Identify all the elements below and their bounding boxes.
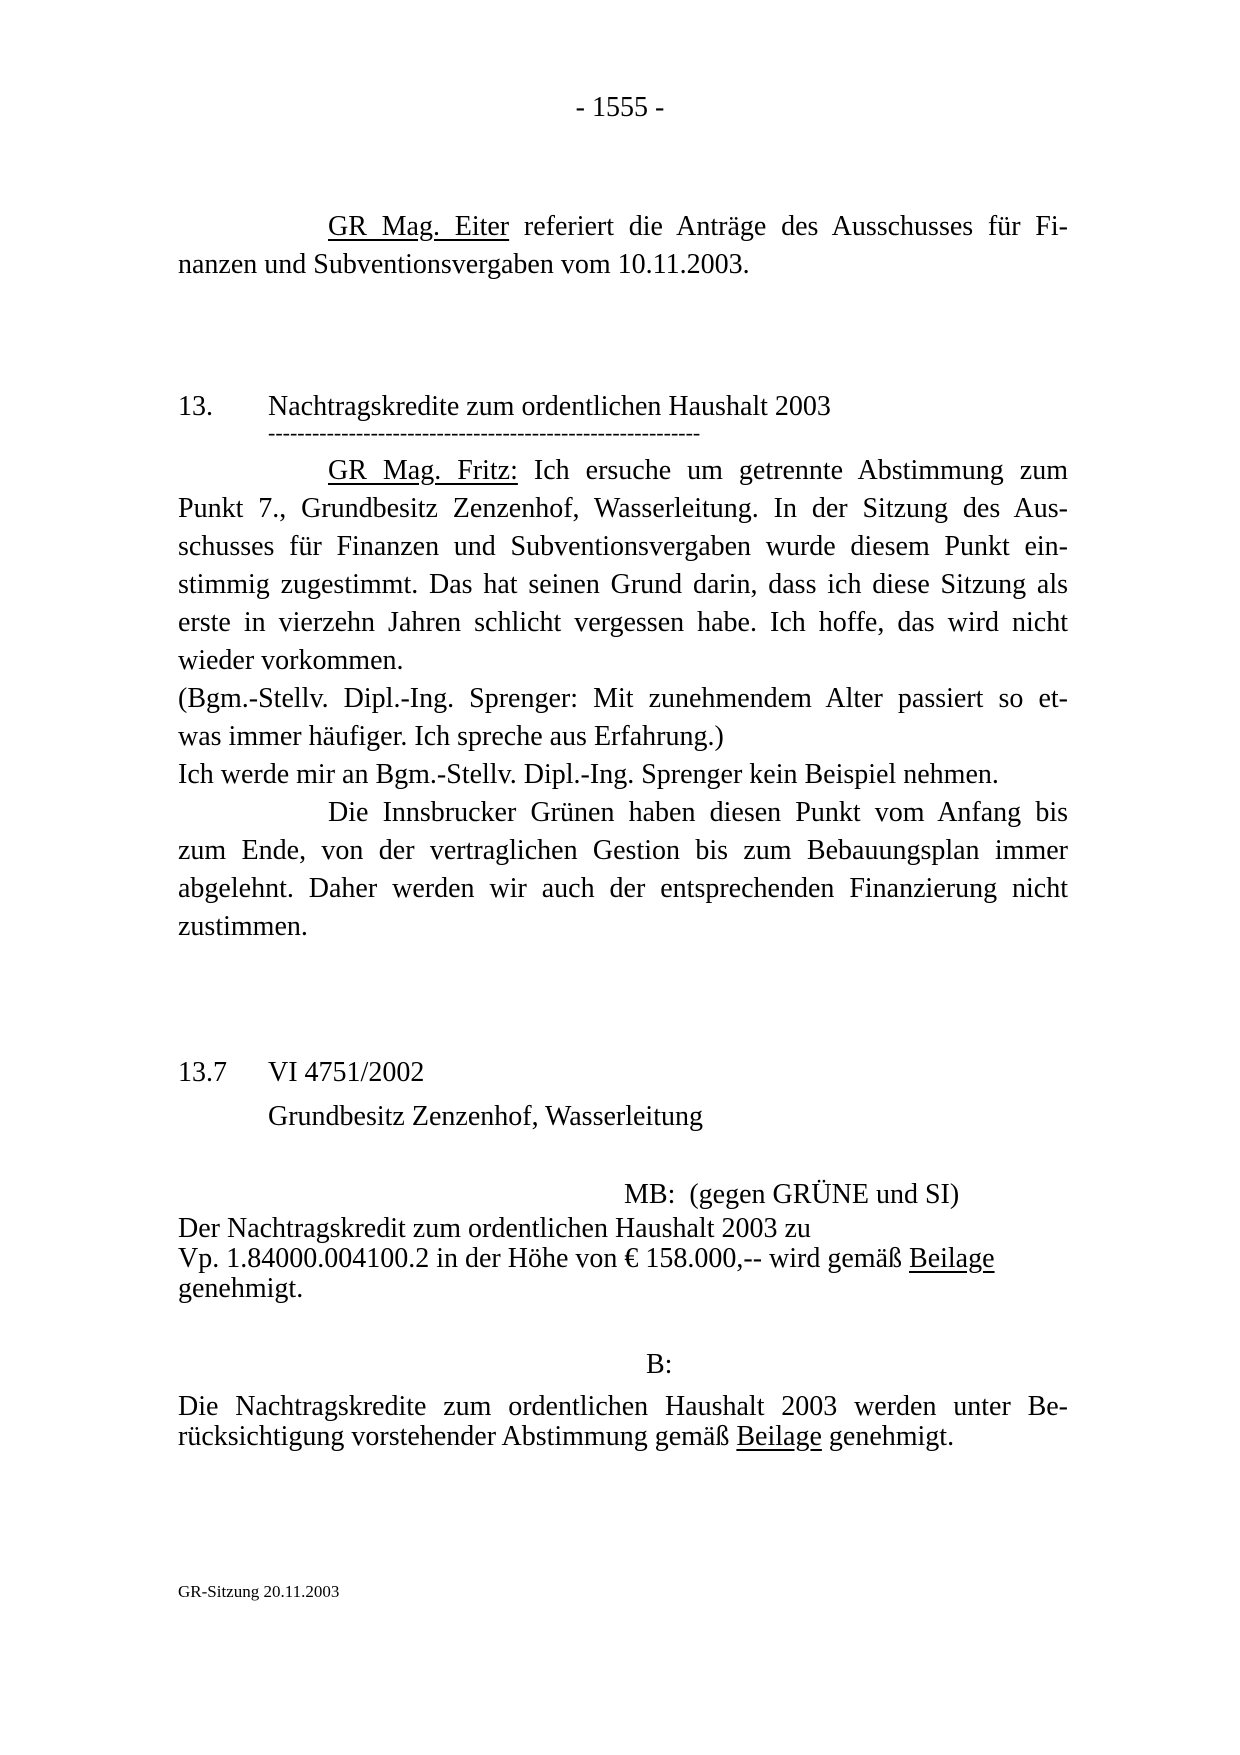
greens-line-1: Die Innsbrucker Grünen haben diesen Punkt vom Anfang bis (328, 797, 1068, 828)
greens-line-2: zum Ende, von der vertraglichen Gestion bis zum Bebauungsplan immer (178, 835, 1068, 866)
interjection-line-2: was immer häufiger. Ich spreche aus Erfahrung.) (178, 721, 724, 752)
mb-label: MB: (gegen GRÜNE und SI) (624, 1179, 960, 1210)
item-13-separator: ----------------------------------------------------------- (268, 420, 701, 445)
item-13-number: 13. (178, 391, 213, 422)
speaker-eiter: GR Mag. Eiter (328, 211, 510, 242)
greens-line-4: zustimmen. (178, 911, 308, 942)
footer: GR-Sitzung 20.11.2003 (178, 1582, 340, 1601)
beilage-link-1[interactable]: Beilage (909, 1243, 995, 1274)
fritz-line-2: Punkt 7., Grundbesitz Zenzenhof, Wasserleitung. In der Sitzung des Aus- (178, 493, 1068, 524)
resolution-b-line-2 (178, 1422, 1068, 1452)
reply-line: Ich werde mir an Bgm.-Stellv. Dipl.-Ing. Sprenger kein Beispiel nehmen. (178, 759, 999, 790)
interjection-line-1: (Bgm.-Stellv. Dipl.-Ing. Sprenger: Mit zunehmendem Alter passiert so et- (178, 683, 1068, 714)
fritz-line-5: erste in vierzehn Jahren schlicht vergessen habe. Ich hoffe, das wird nicht (178, 607, 1068, 638)
fritz-line-1 (328, 452, 1068, 490)
item-13-7-number: 13.7 (178, 1057, 227, 1088)
intro-line-1 (328, 208, 1068, 246)
resolution-b-label: B: (646, 1349, 673, 1380)
mb-line-2 (178, 1244, 1068, 1274)
fritz-line-3: schusses für Finanzen und Subventionsvergaben wurde diesem Punkt ein- (178, 531, 1068, 562)
mb-line-2-text: Vp. 1.84000.004100.2 in der Höhe von € 158.000,-- wird gemäß (178, 1243, 910, 1274)
mb-line-3: genehmigt. (178, 1273, 304, 1304)
greens-line-3: abgelehnt. Daher werden wir auch der entsprechenden Finanzierung nicht (178, 873, 1068, 904)
intro-line-1-text: referiert die Anträge des Ausschusses für Fi- (509, 211, 1068, 242)
fritz-line-4: stimmig zugestimmt. Das hat seinen Grund darin, dass ich diese Sitzung als (178, 569, 1068, 600)
fritz-line-1-text: Ich ersuche um getrennte Abstimmung zum (517, 455, 1068, 486)
page-number: - 1555 - (575, 92, 665, 123)
item-13-title: Nachtragskredite zum ordentlichen Haushalt 2003 (268, 391, 831, 422)
speaker-fritz: GR Mag. Fritz: (328, 455, 518, 486)
resolution-b-line-2-end: genehmigt. (821, 1421, 955, 1452)
intro-line-2: nanzen und Subventionsvergaben vom 10.11.2003. (178, 249, 750, 280)
resolution-b-line-1: Die Nachtragskredite zum ordentlichen Haushalt 2003 werden unter Be- (178, 1391, 1068, 1422)
item-13-7-subject: Grundbesitz Zenzenhof, Wasserleitung (268, 1101, 703, 1132)
fritz-line-6: wieder vorkommen. (178, 645, 404, 676)
mb-line-1: Der Nachtragskredit zum ordentlichen Haushalt 2003 zu (178, 1213, 811, 1244)
beilage-link-2[interactable]: Beilage (736, 1421, 822, 1452)
item-13-7-ref: VI 4751/2002 (268, 1057, 425, 1088)
resolution-b-line-2-text: rücksichtigung vorstehender Abstimmung gemäß (178, 1421, 737, 1452)
